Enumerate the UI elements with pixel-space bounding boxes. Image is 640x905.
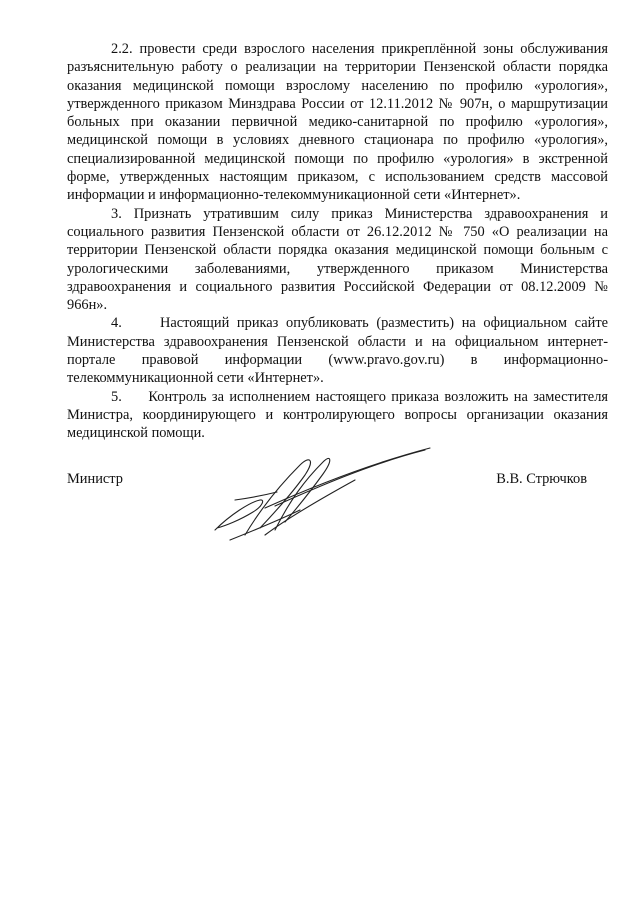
paragraph-2-2: 2.2. провести среди взрослого населения прикреплённой зоны обслуживания разъяснительную работу о реализации на территории Пензенской области порядка оказания медицинской помощи взрослому населению по профилю «урология», утвержденного приказом Минздрава России от 12.11.2012 № 907н, о маршрутизации больных при оказании первичной медико-санитарной по профилю «урология», медицинской помощи в условиях дневного стационара по профилю «урология», специализированной медицинской помощи по профилю «урология» в экстренной форме, утвержденных настоящим приказом, с использованием средств массовой информации и информационно-телекоммуникационной сети «Интернет».	[67, 41, 608, 204]
signatory-position: Министр	[67, 471, 123, 487]
document-body	[67, 40, 612, 443]
paragraph-4: 4. Настоящий приказ опубликовать (разместить) на официальном сайте Министерства здравоохранения Пензенской области и на официальном интернет-портале правовой информации (www.pravo.gov.ru) в информационно-телекоммуникационной сети «Интернет».	[67, 315, 612, 387]
signatory-name: В.В. Стрючков	[496, 471, 587, 487]
handwritten-signature	[205, 440, 435, 550]
paragraph-5: 5. Контроль за исполнением настоящего приказа возложить на заместителя Министра, координирующего и контролирующего вопросы организации оказания медицинской помощи.	[67, 388, 612, 442]
paragraph-3: 3. Признать утратившим силу приказ Министерства здравоохранения и социального развития Пензенской области от 26.12.2012 № 750 «О реализации на территории Пензенской области порядка оказания медицинской помощи больным с урологическими заболеваниями, утвержденного приказом Министерства здравоохранения и социального развития Российской Федерации от 08.12.2009 № 966н».	[67, 205, 608, 314]
